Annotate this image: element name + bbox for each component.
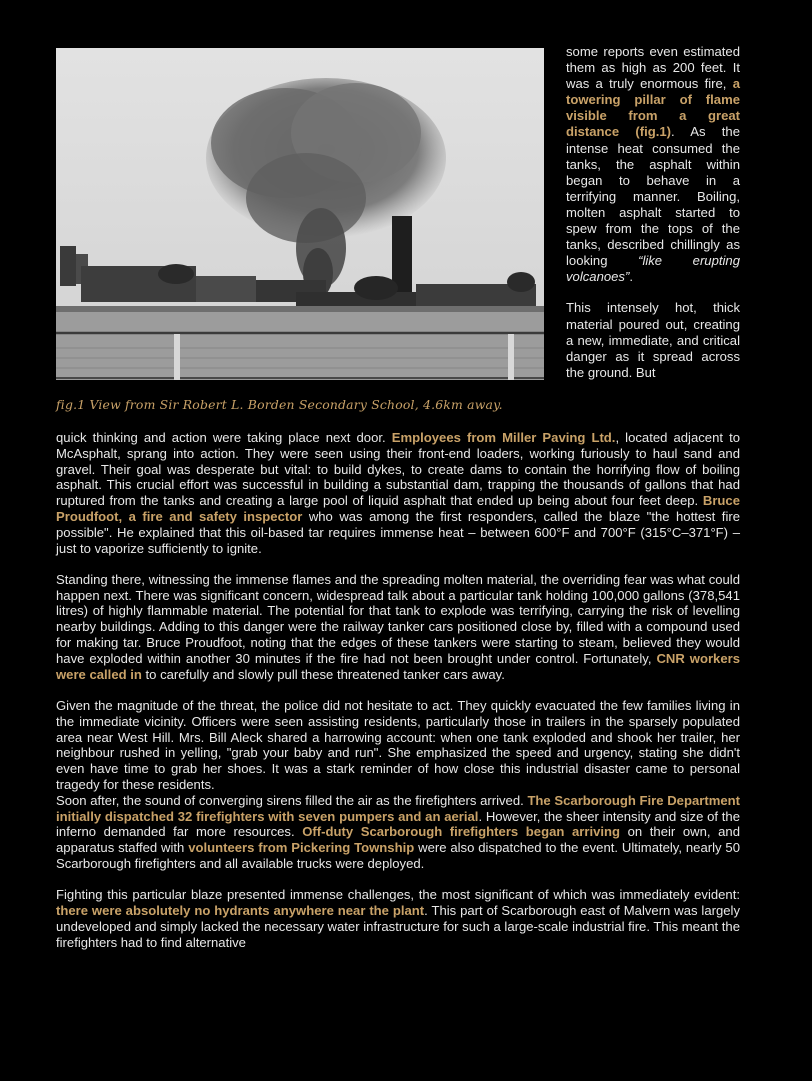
main-paragraph-4 [56,793,740,872]
main-column [56,430,740,966]
text-span: Fighting this particular blaze presented immense challenges, the most significant of which was immediately evident: [56,887,740,903]
side-paragraph-1 [566,44,740,285]
text-span: Soon after, the sound of converging sirens filled the air as the firefighters arrived. [56,792,528,808]
text-span: were also dispatched to the event. Ultimately, nearly 50 Scarborough firefighters and all available trucks were deployed. [56,840,740,871]
fire-smoke-photo [56,48,544,380]
main-paragraph-3 [56,698,740,793]
main-paragraph-5 [56,887,740,950]
text-span: . This part of Scarborough east of Malvern was largely undeveloped and simply lacked the necessary water infrastructure for such a large-scale industrial fire. This meant the firefighters had to find alternative [56,903,741,950]
highlight-span: there were absolutely no hydrants anywhere near the plant [56,903,425,919]
highlight-span: Bruce Proudfoot, a fire and safety inspector [56,493,740,524]
side-paragraph-2 [566,300,740,380]
quote-span: “like erupting volcanoes” [566,253,740,285]
text-span: who was among the first responders, called the blaze "the hottest fire possible". He explained that this oil-based tar requires immense heat – between 600°F and 700°F (315°C–371°F) – just to vaporize sufficiently to ignite. [56,508,740,556]
figure-caption: fig.1 View from Sir Robert L. Borden Secondary School, 4.6km away. [56,397,503,412]
highlight-span: CNR workers were called in [56,650,740,682]
text-span: quick thinking and action were taking place next door. [56,430,392,445]
text-span: to carefully and slowly pull these threatened tanker cars away. [141,666,505,682]
text-span: . [629,269,633,285]
highlight-span: a towering pillar of flame visible from a great distance (fig.1) [566,76,740,140]
text-span: Standing there, witnessing the immense flames and the spreading molten material, the overriding fear was what could happen next. There was significant concern, widespread talk about a particular tank holding 100,000 gallons (378,541 litres) of highly flammable material. The potential for that tank to explode was terrifying, carrying the risk of levelling nearby buildings. Adding to this danger were the railway tanker cars positioned close by, filled with a compound used for making tar. Bruce Proudfoot, noting that the edges of these tankers were starting to steam, believed they would have exploded within another 30 minutes if the fire had not been brought under control. Fortunately, [56,571,740,666]
field [56,306,544,380]
smoke-photo-image [56,48,544,380]
text-span: This intensely hot, thick material poured out, creating a new, immediate, and critical danger as it spread across the ground. But [566,300,740,380]
main-paragraph-1 [56,430,740,556]
main-paragraph-2 [56,572,740,683]
highlight-span: Off-duty Scarborough firefighters began arriving [302,824,620,840]
highlight-span: The Scarborough Fire Department initially dispatched 32 firefighters with seven pumpers and an aerial [56,792,740,824]
side-column [566,44,740,396]
highlight-span: Employees from Miller Paving Ltd. [391,430,616,445]
highlight-span: volunteers from Pickering Township [188,840,415,856]
text-span: . However, the sheer intensity and size of the inferno demanded far more resources. [56,808,740,840]
text-span: , located adjacent to McAsphalt, sprang into action. They were seen using their front-end loaders, working furiously to haul sand and gravel. Their goal was desperate but vital: to build dykes, to create dams to contain the horrifying flow of boiling asphalt. This crucial effort was successful in building a substantial dam, trapping the thousands of gallons that had ruptured from the tanks and creating a large pool of liquid asphalt that ended up being about four feet deep. [56,430,740,509]
text-span: some reports even estimated them as high as 200 feet. It was a truly enormous fire, [566,44,740,92]
text-span: on their own, and apparatus staffed with [56,824,740,856]
text-span: Given the magnitude of the threat, the police did not hesitate to act. They quickly evacuated the few families living in the immediate vicinity. Officers were seen assisting residents, particularly those in trailers in the sparsely populated area near West Hill. Mrs. Bill Aleck shared a harrowing account: when one tank exploded and shook her trailer, her neighbour rushed in yelling, "grab your baby and run". She emphasized the speed and urgency, stating she didn't even have time to grab her shoes. It was a stark reminder of how close this industrial disaster came to personal tragedy for these residents. [56,697,740,792]
text-span: . As the intense heat consumed the tanks, the asphalt within began to behave in a terrifying manner. Boiling, molten asphalt started to spew from the tops of the tanks, described chillingly as looking [566,124,740,269]
